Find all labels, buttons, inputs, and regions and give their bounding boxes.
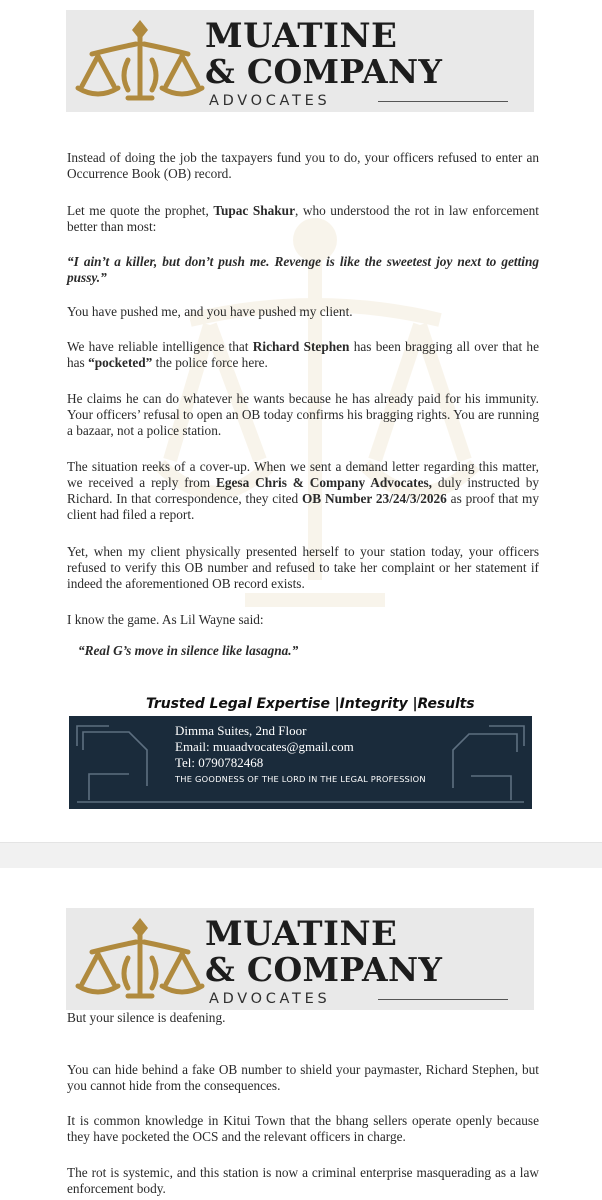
firm-subtitle: ADVOCATES bbox=[209, 93, 331, 109]
paragraph: But your silence is deafening. bbox=[67, 1010, 226, 1025]
quote-tupac: “I ain’t a killer, but don’t push me. Revenge is like the sweetest joy next to getting pussy.” bbox=[67, 254, 539, 285]
letter-page-2 bbox=[0, 868, 602, 1200]
paragraph: You have pushed me, and you have pushed my client. bbox=[67, 304, 353, 319]
paragraph: He claims he can do whatever he wants because he has already paid for his immunity. Your officers’ refusal to open an OB today confirms his bragging rights. You are running a bazaar, not a police station. bbox=[67, 391, 539, 438]
footer-motto: THE GOODNESS OF THE LORD IN THE LEGAL PROFESSION bbox=[175, 774, 426, 784]
firm-name-line2: & COMPANY bbox=[205, 950, 443, 989]
letterhead bbox=[66, 10, 534, 112]
footer-address: Dimma Suites, 2nd Floor bbox=[175, 723, 307, 738]
firm-name-line1: MUATINE bbox=[205, 914, 398, 954]
firm-name-line1: MUATINE bbox=[205, 16, 398, 56]
scales-of-justice-icon bbox=[70, 912, 210, 1006]
paragraph: We have reliable intelligence that Richard Stephen has been bragging all over that he has “pocketed” the police force here. bbox=[67, 339, 539, 370]
letterhead bbox=[66, 908, 534, 1010]
quote-lil-wayne: “Real G’s move in silence like lasagna.” bbox=[78, 643, 299, 658]
footer-tagline: Trusted Legal Expertise |Integrity |Results bbox=[146, 696, 475, 712]
paragraph: Yet, when my client physically presented herself to your station today, your officers refused to verify this OB number and refused to take her complaint or her statement if indeed the aforementioned OB record exists. bbox=[67, 544, 539, 591]
scales-of-justice-icon bbox=[70, 14, 210, 108]
paragraph: The rot is systemic, and this station is now a criminal enterprise masquerading as a law enforcement body. bbox=[67, 1165, 539, 1196]
subtitle-rule bbox=[378, 999, 508, 1000]
footer-phone: Tel: 0790782468 bbox=[175, 755, 264, 770]
subtitle-rule bbox=[378, 101, 508, 102]
paragraph: I know the game. As Lil Wayne said: bbox=[67, 612, 264, 627]
paragraph: It is common knowledge in Kitui Town that the bhang sellers operate openly because they have pocketed the OCS and the relevant officers in charge. bbox=[67, 1113, 539, 1144]
paragraph: Let me quote the prophet, Tupac Shakur, who understood the rot in law enforcement better than most: bbox=[67, 203, 539, 234]
footer-email: Email: muaadvocates@gmail.com bbox=[175, 739, 354, 754]
paragraph: Instead of doing the job the taxpayers fund you to do, your officers refused to enter an Occurrence Book (OB) record. bbox=[67, 150, 539, 181]
firm-name-line2: & COMPANY bbox=[205, 52, 443, 91]
firm-subtitle: ADVOCATES bbox=[209, 991, 331, 1007]
paragraph: The situation reeks of a cover-up. When we sent a demand letter regarding this matter, we received a reply from Egesa Chris & Company Advocates, duly instructed by Richard. In that correspondence, they cited OB Number 23/24/3/2026 as proof that my client had filed a report. bbox=[67, 459, 540, 522]
paragraph: You can hide behind a fake OB number to shield your paymaster, Richard Stephen, but you cannot hide from the consequences. bbox=[67, 1062, 539, 1093]
page-separator bbox=[0, 842, 602, 870]
footer-contact-banner bbox=[69, 716, 532, 809]
